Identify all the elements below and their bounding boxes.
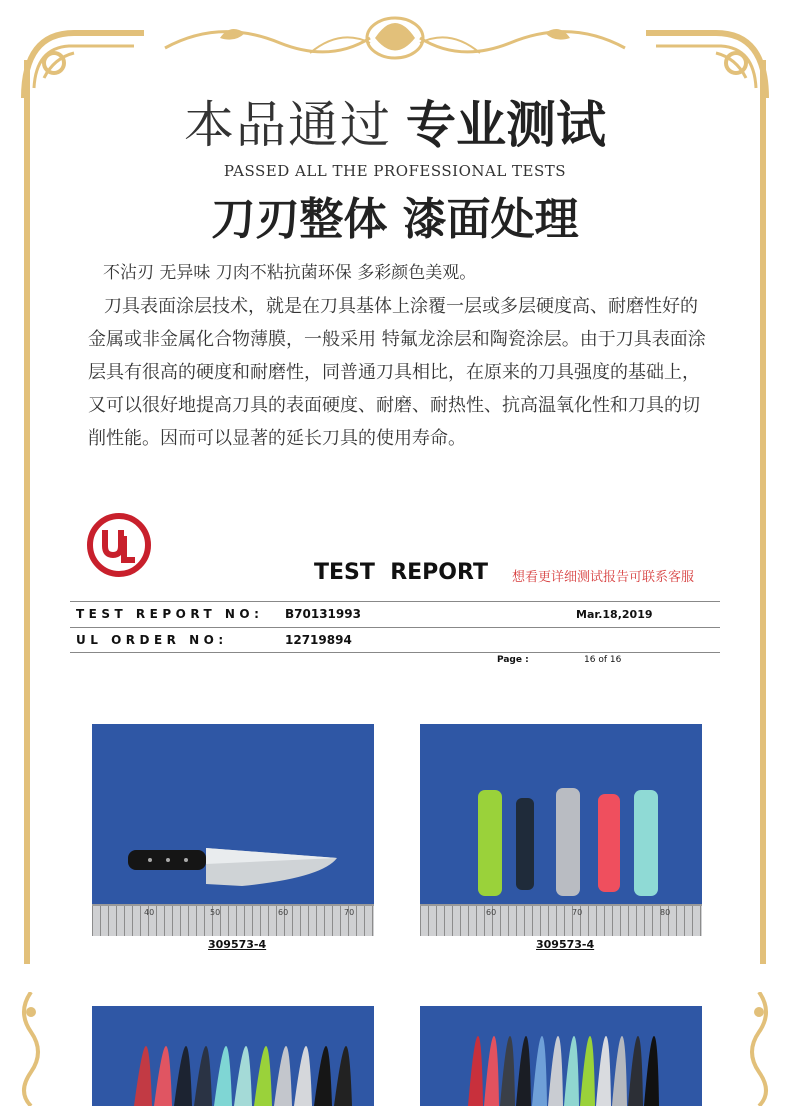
main-title-light: 本品通过 <box>184 96 392 154</box>
order-number-value: 12719894 <box>285 633 352 647</box>
photo-caption: 309573-4 <box>536 938 595 951</box>
bottom-left-ornament-icon <box>14 992 48 1106</box>
ul-logo-icon <box>86 512 152 578</box>
knife-sheaths-icon <box>92 1006 374 1106</box>
body-paragraph: 刀具表面涂层技术，就是在刀具基体上涂覆一层或多层硬度高、耐磨性好的金属或非金属化合物薄膜，一般采用 特氟龙涂层和陶瓷涂层。由于刀具表面涂层具有很高的硬度和耐磨性，同普通刀具相比，在原来的刀具强度的基础上，又可以很好地提高刀具的表面硬度、耐磨、耐热性、抗高温氧化性和刀具的切削性能。因而可以显著的延长刀具的使用寿命。 <box>88 296 706 449</box>
english-subtitle: PASSED ALL THE PROFESSIONAL TESTS <box>223 162 567 180</box>
page-value: 16 of 16 <box>584 655 622 665</box>
ruler-number: 70 <box>344 908 355 917</box>
divider-line <box>70 601 720 602</box>
order-number-label: UL ORDER NO: <box>76 633 228 647</box>
divider-line <box>70 627 720 628</box>
intro-text: 不沾刃 无异味 刀肉不粘抗菌环保 多彩颜色美观。 <box>103 263 477 283</box>
sheathed-knives-photo <box>92 1006 374 1106</box>
ruler-number: 70 <box>572 908 583 917</box>
report-number-value: B70131993 <box>285 607 361 621</box>
ruler-number: 60 <box>486 908 497 917</box>
section-heading: 刀刃整体 漆面处理 <box>211 194 579 245</box>
handles-test-photo <box>420 724 702 936</box>
coated-knives-photo <box>420 1006 702 1106</box>
measuring-ruler <box>420 904 702 936</box>
top-crest-ornament-icon <box>160 8 630 68</box>
report-number-label: TEST REPORT NO: <box>76 607 264 621</box>
main-title-bold: 专业测试 <box>406 96 606 154</box>
report-date: Mar.18,2019 <box>576 608 653 621</box>
photo-caption: 309573-4 <box>208 938 267 951</box>
section-gap <box>0 964 790 988</box>
bottom-right-ornament-icon <box>742 992 776 1106</box>
test-report-title: TEST REPORT <box>314 560 488 585</box>
main-title <box>0 95 790 155</box>
knife-test-photo <box>92 724 374 936</box>
ruler-number: 60 <box>278 908 289 917</box>
page-label: Page : <box>497 655 529 665</box>
ruler-number: 50 <box>210 908 221 917</box>
contact-service-note: 想看更详细测试报告可联系客服 <box>512 570 695 585</box>
divider-line <box>70 652 720 653</box>
coated-blades-icon <box>420 1006 702 1106</box>
ruler-number: 80 <box>660 908 671 917</box>
measuring-ruler <box>92 904 374 936</box>
ruler-number: 40 <box>144 908 155 917</box>
